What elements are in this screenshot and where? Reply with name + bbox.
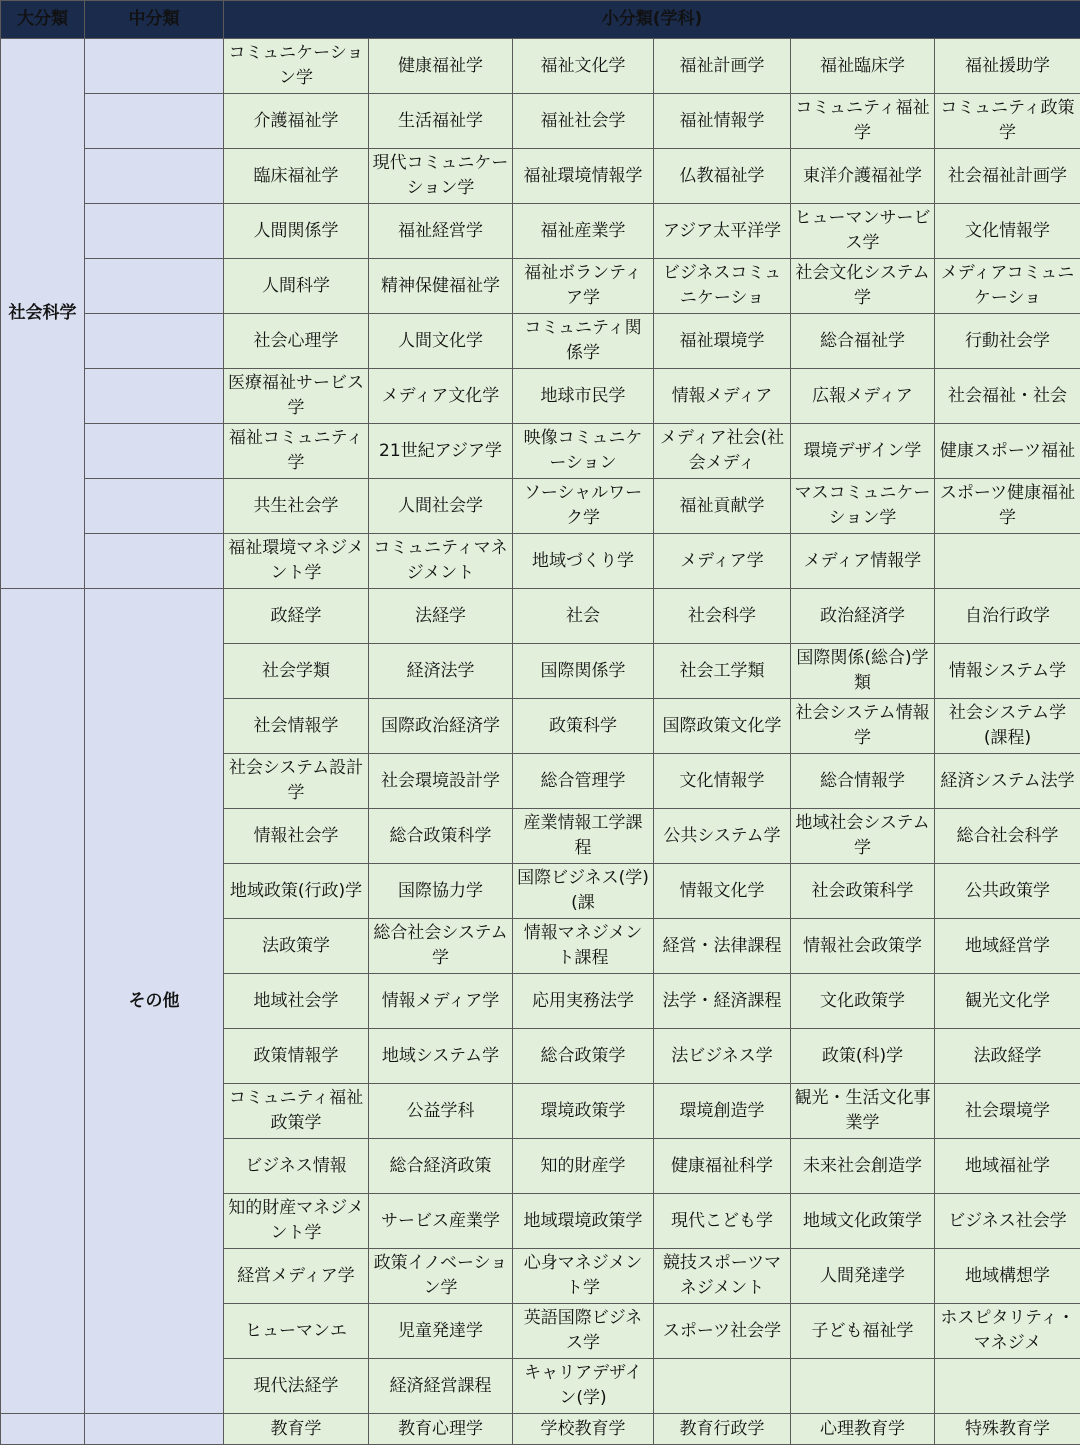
header-daibunrui[interactable]: 大分類	[1, 1, 85, 39]
subject-cell[interactable]: 応用実務法学	[513, 974, 654, 1029]
subject-cell[interactable]: 法経学	[369, 589, 513, 644]
table-row-partial	[1, 1414, 1080, 1445]
subject-cell[interactable]: 社会情報学	[224, 699, 369, 754]
subject-cell[interactable]: メディアコミュニケーショ	[935, 259, 1080, 314]
table-row	[1, 149, 1080, 204]
subject-cell[interactable]: 経済システム法学	[935, 754, 1080, 809]
subject-cell[interactable]: 自治行政学	[935, 589, 1080, 644]
subject-cell[interactable]: コミュニティ政策学	[935, 94, 1080, 149]
subject-cell[interactable]: 総合政策学	[513, 1029, 654, 1084]
subject-cell[interactable]: 法ビジネス学	[654, 1029, 791, 1084]
subject-cell[interactable]: 国際政治経済学	[369, 699, 513, 754]
table-body	[1, 39, 1080, 1445]
subject-cell[interactable]: 人間発達学	[791, 1249, 935, 1304]
subject-cell[interactable]: 共生社会学	[224, 479, 369, 534]
subject-cell[interactable]: 総合政策科学	[369, 809, 513, 864]
subject-cell[interactable]: 地域社会学	[224, 974, 369, 1029]
subject-cell[interactable]: スポーツ健康福祉学	[935, 479, 1080, 534]
chubunrui-cell[interactable]	[85, 94, 224, 149]
chubunrui-cell[interactable]	[85, 314, 224, 369]
header-row	[1, 1, 1080, 39]
subject-cell[interactable]: 福祉経営学	[369, 204, 513, 259]
subject-cell[interactable]: 未来社会創造学	[791, 1139, 935, 1194]
subject-cell[interactable]: 情報社会政策学	[791, 919, 935, 974]
subject-cell[interactable]: 総合社会科学	[935, 809, 1080, 864]
subject-cell[interactable]: 社会	[513, 589, 654, 644]
subject-cell[interactable]: 公共システム学	[654, 809, 791, 864]
subject-cell[interactable]: アジア太平洋学	[654, 204, 791, 259]
subject-cell[interactable]: 教育行政学	[654, 1414, 791, 1445]
table-row	[1, 369, 1080, 424]
subject-cell[interactable]	[654, 1359, 791, 1414]
chubunrui-cell[interactable]	[85, 259, 224, 314]
subject-cell[interactable]: 産業情報工学課程	[513, 809, 654, 864]
subject-cell[interactable]: 社会システム設計学	[224, 754, 369, 809]
header-shobunrui[interactable]: 小分類(学科)	[224, 1, 1080, 39]
subject-cell[interactable]: 健康福祉科学	[654, 1139, 791, 1194]
subject-cell[interactable]: コミュニティ関係学	[513, 314, 654, 369]
subject-cell[interactable]: 公共政策学	[935, 864, 1080, 919]
subject-cell[interactable]: 文化政策学	[791, 974, 935, 1029]
subject-cell[interactable]: 福祉産業学	[513, 204, 654, 259]
subject-cell[interactable]: 環境デザイン学	[791, 424, 935, 479]
subject-cell[interactable]: メディア情報学	[791, 534, 935, 589]
subject-cell[interactable]: 児童発達学	[369, 1304, 513, 1359]
subject-cell[interactable]: 国際政策文化学	[654, 699, 791, 754]
subject-cell[interactable]	[791, 1359, 935, 1414]
subject-cell[interactable]: スポーツ社会学	[654, 1304, 791, 1359]
table-row	[1, 534, 1080, 589]
subject-cell[interactable]: 地域文化政策学	[791, 1194, 935, 1249]
subject-cell[interactable]: 人間文化学	[369, 314, 513, 369]
subject-cell[interactable]: 映像コミュニケーション	[513, 424, 654, 479]
subject-cell[interactable]: 法政経学	[935, 1029, 1080, 1084]
subject-cell[interactable]: 政策イノベーション学	[369, 1249, 513, 1304]
subject-cell[interactable]: 社会学類	[224, 644, 369, 699]
subject-cell[interactable]: 健康スポーツ福祉	[935, 424, 1080, 479]
subject-cell[interactable]: メディア文化学	[369, 369, 513, 424]
subject-cell[interactable]: 総合情報学	[791, 754, 935, 809]
subject-cell[interactable]: 健康福祉学	[369, 39, 513, 94]
subject-cell[interactable]: 地域システム学	[369, 1029, 513, 1084]
subject-cell[interactable]: 情報マネジメント課程	[513, 919, 654, 974]
subject-cell[interactable]: 人間関係学	[224, 204, 369, 259]
chubunrui-cell[interactable]	[85, 369, 224, 424]
subject-cell[interactable]: 文化情報学	[935, 204, 1080, 259]
subject-cell[interactable]: 福祉環境マネジメント学	[224, 534, 369, 589]
subject-cell[interactable]: 観光文化学	[935, 974, 1080, 1029]
subject-cell[interactable]: 21世紀アジア学	[369, 424, 513, 479]
subject-cell[interactable]: コミュニティマネジメント	[369, 534, 513, 589]
header-chubunrui[interactable]: 中分類	[85, 1, 224, 39]
subject-cell[interactable]: ホスピタリティ・マネジメ	[935, 1304, 1080, 1359]
subject-cell[interactable]: 総合社会システム学	[369, 919, 513, 974]
subject-cell[interactable]: 地域経営学	[935, 919, 1080, 974]
subject-cell[interactable]: 政治経済学	[791, 589, 935, 644]
subject-cell[interactable]: サービス産業学	[369, 1194, 513, 1249]
subject-cell[interactable]: 観光・生活文化事業学	[791, 1084, 935, 1139]
subject-cell[interactable]: 文化情報学	[654, 754, 791, 809]
chubunrui-cell[interactable]	[85, 424, 224, 479]
subject-cell[interactable]: 国際関係(総合)学類	[791, 644, 935, 699]
subject-cell[interactable]: 社会システム情報学	[791, 699, 935, 754]
subject-cell[interactable]: 知的財産マネジメント学	[224, 1194, 369, 1249]
subject-cell[interactable]: 福祉援助学	[935, 39, 1080, 94]
subject-cell[interactable]: 学校教育学	[513, 1414, 654, 1445]
subject-cell[interactable]: 地域社会システム学	[791, 809, 935, 864]
subject-cell[interactable]: 現代コミュニケーション学	[369, 149, 513, 204]
subject-cell[interactable]: ビジネス社会学	[935, 1194, 1080, 1249]
subject-cell[interactable]: 福祉臨床学	[791, 39, 935, 94]
subject-cell[interactable]: 社会環境設計学	[369, 754, 513, 809]
subject-cell[interactable]: 法学・経済課程	[654, 974, 791, 1029]
subject-cell[interactable]: メディア学	[654, 534, 791, 589]
subject-cell[interactable]: 地域福祉学	[935, 1139, 1080, 1194]
subject-cell[interactable]: 生活福祉学	[369, 94, 513, 149]
table-row	[1, 314, 1080, 369]
subject-cell[interactable]: 公益学科	[369, 1084, 513, 1139]
subject-cell[interactable]: コミュニティ福祉学	[791, 94, 935, 149]
table-row	[1, 259, 1080, 314]
subject-cell[interactable]: 総合管理学	[513, 754, 654, 809]
chubunrui-cell[interactable]	[85, 479, 224, 534]
subject-cell[interactable]: 福祉社会学	[513, 94, 654, 149]
subject-cell[interactable]: 福祉貢献学	[654, 479, 791, 534]
subject-cell[interactable]: 情報メディア	[654, 369, 791, 424]
subject-cell[interactable]: 社会科学	[654, 589, 791, 644]
subject-cell[interactable]: マスコミュニケーション学	[791, 479, 935, 534]
subject-cell[interactable]: 福祉計画学	[654, 39, 791, 94]
subject-cell[interactable]: 社会工学類	[654, 644, 791, 699]
subject-cell[interactable]: 人間科学	[224, 259, 369, 314]
subject-cell[interactable]: 心身マネジメント学	[513, 1249, 654, 1304]
subject-cell[interactable]: ビジネスコミュニケーショ	[654, 259, 791, 314]
chubunrui-cell[interactable]	[85, 534, 224, 589]
table-row	[1, 589, 1080, 644]
subject-cell[interactable]: 情報メディア学	[369, 974, 513, 1029]
subject-cell[interactable]: 経済経営課程	[369, 1359, 513, 1414]
table-row	[1, 39, 1080, 94]
subject-cell[interactable]: 仏教福祉学	[654, 149, 791, 204]
subject-cell[interactable]: 地球市民学	[513, 369, 654, 424]
subject-cell[interactable]: 競技スポーツマネジメント	[654, 1249, 791, 1304]
subject-cell[interactable]: 地域政策(行政)学	[224, 864, 369, 919]
chubunrui-cell[interactable]	[85, 149, 224, 204]
subject-cell[interactable]: 政策(科)学	[791, 1029, 935, 1084]
subject-cell[interactable]: コミュニケーション学	[224, 39, 369, 94]
subject-cell[interactable]: 国際ビジネス(学)(課	[513, 864, 654, 919]
subject-cell[interactable]: 経営メディア学	[224, 1249, 369, 1304]
subject-cell[interactable]: 人間社会学	[369, 479, 513, 534]
subject-cell[interactable]: メディア社会(社会メディ	[654, 424, 791, 479]
subject-cell[interactable]: 環境創造学	[654, 1084, 791, 1139]
table-row	[1, 479, 1080, 534]
subject-cell[interactable]: 社会福祉計画学	[935, 149, 1080, 204]
subject-cell[interactable]: 特殊教育学	[935, 1414, 1080, 1445]
subject-cell[interactable]	[935, 1359, 1080, 1414]
subject-cell[interactable]	[1, 1414, 85, 1445]
subject-cell[interactable]: 福祉コミュニティ学	[224, 424, 369, 479]
subject-cell[interactable]: ビジネス情報	[224, 1139, 369, 1194]
daibunrui-cell-continued[interactable]	[1, 589, 85, 1414]
subject-cell[interactable]: 社会政策科学	[791, 864, 935, 919]
subject-cell[interactable]: 福祉ボランティア学	[513, 259, 654, 314]
subject-cell[interactable]: 精神保健福祉学	[369, 259, 513, 314]
subject-cell[interactable]: 政策情報学	[224, 1029, 369, 1084]
subject-cell[interactable]: 情報システム学	[935, 644, 1080, 699]
subject-cell[interactable]: 医療福祉サービス学	[224, 369, 369, 424]
subject-cell[interactable]: 社会心理学	[224, 314, 369, 369]
subject-cell[interactable]: 介護福祉学	[224, 94, 369, 149]
subject-cell[interactable]: キャリアデザイン(学)	[513, 1359, 654, 1414]
subject-cell[interactable]: ソーシャルワーク学	[513, 479, 654, 534]
table-row	[1, 94, 1080, 149]
subject-cell[interactable]: 地域づくり学	[513, 534, 654, 589]
subject-cell[interactable]: 情報文化学	[654, 864, 791, 919]
subject-cell[interactable]: 政策科学	[513, 699, 654, 754]
subject-cell[interactable]	[85, 1414, 224, 1445]
subject-cell[interactable]: 法政策学	[224, 919, 369, 974]
subject-cell[interactable]: ヒューマンエ	[224, 1304, 369, 1359]
subject-cell[interactable]: 心理教育学	[791, 1414, 935, 1445]
table-row	[1, 424, 1080, 479]
subject-cell[interactable]: 環境政策学	[513, 1084, 654, 1139]
chubunrui-cell[interactable]	[85, 204, 224, 259]
subject-cell[interactable]: 地域構想学	[935, 1249, 1080, 1304]
subject-cell[interactable]: 知的財産学	[513, 1139, 654, 1194]
subject-cell[interactable]: 国際協力学	[369, 864, 513, 919]
subject-cell[interactable]: 総合福祉学	[791, 314, 935, 369]
subject-cell[interactable]: 東洋介護福祉学	[791, 149, 935, 204]
subject-cell[interactable]: 情報社会学	[224, 809, 369, 864]
subject-cell[interactable]: 福祉環境情報学	[513, 149, 654, 204]
subject-cell[interactable]: 政経学	[224, 589, 369, 644]
chubunrui-cell[interactable]	[85, 39, 224, 94]
daibunrui-cell[interactable]: 社会科学	[1, 39, 85, 589]
subject-cell[interactable]: 社会環境学	[935, 1084, 1080, 1139]
subject-cell[interactable]: 臨床福祉学	[224, 149, 369, 204]
subject-cell[interactable]: 現代こども学	[654, 1194, 791, 1249]
subject-cell[interactable]: 広報メディア	[791, 369, 935, 424]
subject-cell[interactable]: 現代法経学	[224, 1359, 369, 1414]
subject-cell[interactable]: 国際関係学	[513, 644, 654, 699]
subject-cell[interactable]: 社会システム学(課程)	[935, 699, 1080, 754]
subject-cell[interactable]	[935, 534, 1080, 589]
subject-cell[interactable]: 社会文化システム学	[791, 259, 935, 314]
subject-cell[interactable]: 地域環境政策学	[513, 1194, 654, 1249]
subject-cell[interactable]: 教育学	[224, 1414, 369, 1445]
subject-cell[interactable]: 福祉文化学	[513, 39, 654, 94]
subject-cell[interactable]: 英語国際ビジネス学	[513, 1304, 654, 1359]
subject-cell[interactable]: コミュニティ福祉政策学	[224, 1084, 369, 1139]
subject-cell[interactable]: ヒューマンサービス学	[791, 204, 935, 259]
subject-cell[interactable]: 福祉環境学	[654, 314, 791, 369]
subject-cell[interactable]: 教育心理学	[369, 1414, 513, 1445]
subject-cell[interactable]: 行動社会学	[935, 314, 1080, 369]
subject-cell[interactable]: 社会福祉・社会	[935, 369, 1080, 424]
subject-cell[interactable]: 経営・法律課程	[654, 919, 791, 974]
subject-cell[interactable]: 総合経済政策	[369, 1139, 513, 1194]
subject-cell[interactable]: 子ども福祉学	[791, 1304, 935, 1359]
table-row	[1, 204, 1080, 259]
subject-cell[interactable]: 経済法学	[369, 644, 513, 699]
subject-cell[interactable]: 福祉情報学	[654, 94, 791, 149]
chubunrui-cell[interactable]: その他	[85, 589, 224, 1414]
